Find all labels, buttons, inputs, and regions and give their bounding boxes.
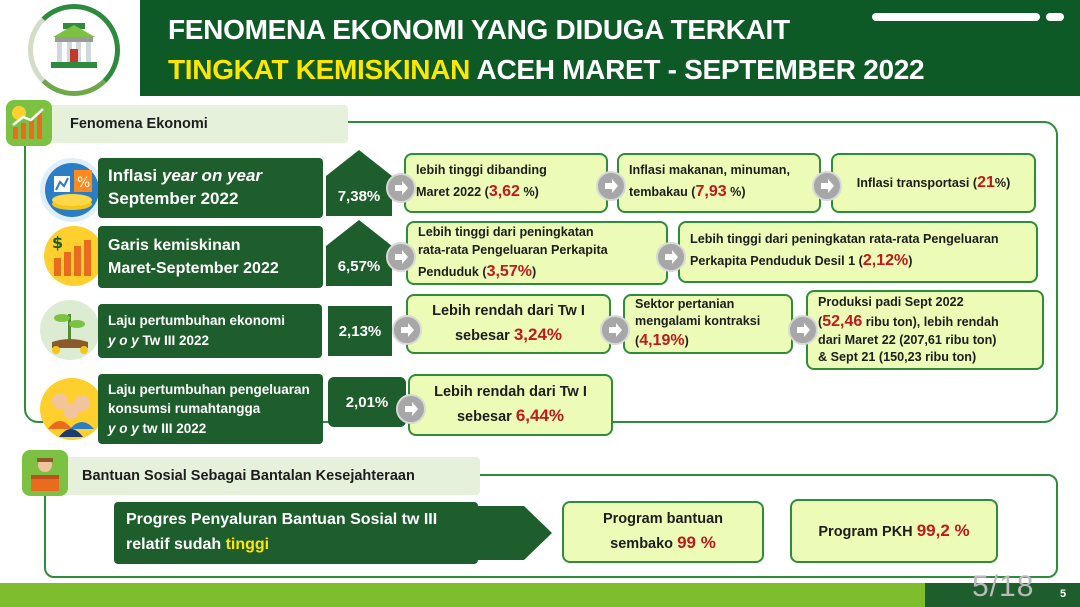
- label-text-2: September 2022: [108, 189, 239, 208]
- label-text: Laju pertumbuhan ekonomi: [108, 312, 286, 328]
- title-rest: ACEH MARET - SEPTEMBER 2022: [470, 54, 925, 85]
- label-text: Laju pertumbuhan pengeluaran: [108, 381, 310, 397]
- label-garis-kemiskinan: [98, 226, 323, 288]
- info-text: sebesar: [454, 328, 514, 345]
- value-pertumbuhan-ekonomi: 2,13%: [328, 306, 392, 356]
- info-text: %): [519, 185, 539, 200]
- info-text: mengalami kontraksi: [635, 314, 761, 329]
- progress-bansos-label: [114, 502, 478, 564]
- household-people-icon: [40, 378, 104, 440]
- value-pengeluaran-konsumsi: 2,01%: [328, 377, 406, 427]
- arrow-right-icon: [788, 315, 818, 345]
- info-value: 7,93: [695, 183, 727, 201]
- label-text-2: Tw III 2022: [138, 333, 210, 348]
- inflation-icon: [40, 158, 104, 222]
- info-box-konsumsi-1: [408, 374, 613, 436]
- info-text: %): [994, 175, 1011, 190]
- info-box-inflasi-2: [617, 153, 821, 213]
- arrow-right-icon: [596, 171, 626, 201]
- info-text: %): [726, 185, 746, 200]
- label-italic: y o y: [108, 333, 139, 348]
- info-text: Lebih tinggi dari peningkatan: [418, 225, 594, 240]
- info-text: tembakau (: [629, 185, 696, 200]
- info-text: ribu ton), lebih rendah: [862, 314, 999, 329]
- section-label-text: Bantuan Sosial Sebagai Bantalan Kesejahteraan: [82, 468, 415, 484]
- arrow-right-icon: [386, 242, 416, 272]
- info-box-garis-1: [406, 221, 668, 285]
- arrow-right-icon: [392, 315, 422, 345]
- info-value: 3,62: [488, 183, 520, 201]
- label-text: Inflasi: [108, 166, 162, 186]
- program-sembako-box: [562, 501, 764, 563]
- growth-chart-icon: [6, 100, 52, 146]
- info-text: Lebih rendah dari Tw I: [434, 383, 587, 400]
- program-text: sembako: [610, 536, 678, 553]
- info-text: ): [531, 264, 537, 279]
- info-box-ekonomi-1: [406, 294, 611, 354]
- info-text: ): [908, 254, 913, 269]
- label-text: konsumsi rumahtangga: [108, 401, 261, 417]
- info-box-garis-2: [678, 221, 1038, 283]
- info-box-inflasi-3: [831, 153, 1036, 213]
- arrow-right-icon: [600, 315, 630, 345]
- right-arrow-shape-icon: [476, 506, 552, 560]
- program-text: Program bantuan: [602, 510, 724, 527]
- info-text: Penduduk (: [418, 264, 487, 279]
- poverty-line-icon: [44, 226, 104, 286]
- section-label-text: Fenomena Ekonomi: [70, 116, 208, 132]
- progress-text: Progres Penyaluran Bantuan Sosial tw III: [126, 511, 438, 529]
- info-text: Inflasi makanan, minuman,: [629, 162, 790, 177]
- info-text: Maret 2022 (: [416, 185, 489, 200]
- info-text: Lebih tinggi dari peningkatan rata-rata Pengeluaran: [690, 231, 999, 246]
- decor-pill: [872, 13, 1040, 21]
- info-box-ekonomi-2: [623, 294, 793, 354]
- value-inflasi: 7,38%: [337, 187, 381, 205]
- info-text: (: [818, 314, 823, 329]
- value-garis-kemiskinan: 6,57%: [337, 257, 381, 275]
- arrow-right-icon: [812, 171, 842, 201]
- info-text: rata-rata Pengeluaran Perkapita: [418, 243, 608, 258]
- info-text: & Sept 21 (150,23 ribu ton): [818, 350, 977, 365]
- info-value: 21: [977, 173, 995, 191]
- info-text: dari Maret 22 (207,61 ribu ton): [818, 333, 997, 348]
- page-title-line2: [168, 54, 924, 86]
- program-text: Program PKH: [818, 523, 917, 540]
- info-value: 4,19%: [639, 332, 685, 350]
- label-italic: y o y: [108, 420, 139, 436]
- label-pertumbuhan-ekonomi: [98, 304, 322, 358]
- info-text: Perkapita Penduduk Desil 1 (: [690, 254, 863, 269]
- svg-text:$: $: [52, 233, 64, 252]
- bank-building-icon: [33, 9, 115, 91]
- info-text: (: [635, 334, 640, 349]
- info-text: sebesar: [456, 409, 516, 426]
- info-text: Inflasi transportasi (: [856, 175, 978, 190]
- arrow-right-icon: [386, 173, 416, 203]
- progress-highlight: tinggi: [225, 536, 270, 553]
- info-text: Lebih rendah dari Tw I: [432, 302, 585, 319]
- info-value: 3,57%: [486, 262, 532, 280]
- program-value: 99 %: [677, 533, 716, 553]
- info-box-ekonomi-3: [806, 290, 1044, 370]
- svg-text:%: %: [77, 175, 91, 191]
- decor-pill-small: [1046, 13, 1064, 21]
- label-text-2: Maret-September 2022: [108, 260, 279, 277]
- page-title-line1: FENOMENA EKONOMI YANG DIDUGA TERKAIT: [168, 14, 790, 45]
- section-label-bantuan: [24, 457, 480, 495]
- info-value: 52,46: [822, 312, 863, 330]
- arrow-right-icon: [396, 394, 426, 424]
- label-inflasi: [98, 158, 323, 218]
- info-text: ): [684, 334, 689, 349]
- info-value: 2,12%: [862, 252, 909, 270]
- title-highlight: TINGKAT KEMISKINAN: [168, 54, 471, 85]
- program-value: 99,2 %: [916, 520, 970, 540]
- bank-logo: [28, 4, 120, 96]
- label-italic: year on year: [161, 166, 263, 186]
- program-pkh-box: [790, 499, 998, 563]
- info-text: Sektor pertanian: [635, 297, 735, 312]
- label-text-2: tw III 2022: [138, 420, 207, 436]
- page-number: 5: [1060, 588, 1067, 600]
- plant-growth-icon: [40, 300, 100, 360]
- label-text: Garis kemiskinan: [108, 236, 241, 254]
- arrow-right-icon: [656, 242, 686, 272]
- section-label-fenomena: [12, 105, 348, 143]
- footer-bar: [0, 583, 1080, 607]
- info-value: 3,24%: [513, 325, 563, 345]
- info-text: lebih tinggi dibanding: [416, 162, 547, 177]
- label-pengeluaran-konsumsi: [98, 374, 323, 444]
- progress-text: relatif sudah: [126, 536, 226, 553]
- info-text: Produksi padi Sept 2022: [818, 294, 964, 309]
- info-value: 6,44%: [515, 406, 565, 426]
- page-counter: 5/18: [972, 570, 1035, 603]
- aid-package-icon: [22, 450, 68, 496]
- info-box-inflasi-1: [404, 153, 608, 213]
